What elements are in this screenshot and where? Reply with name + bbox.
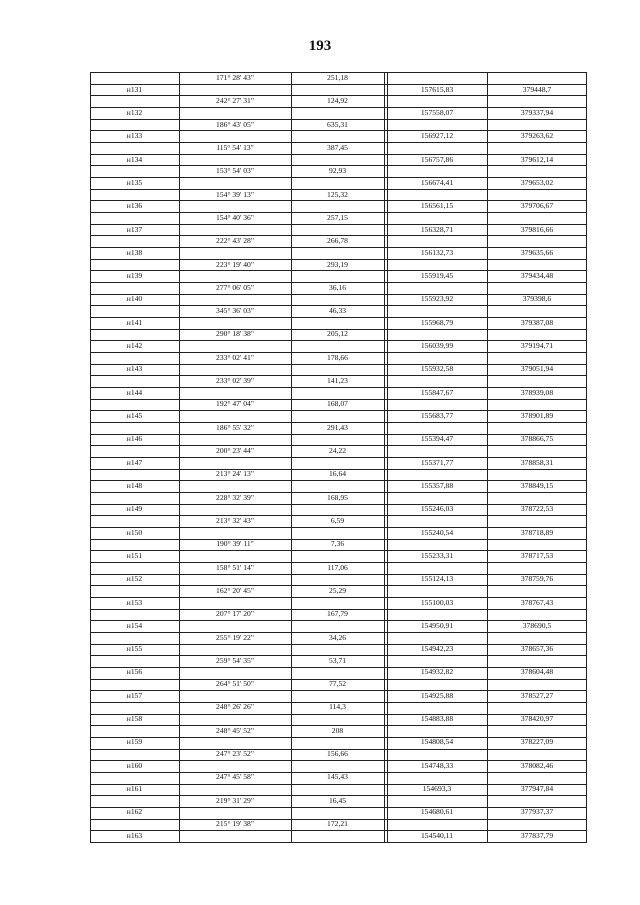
segment-length: 46,33 bbox=[328, 306, 347, 316]
direction-angle: 233° 02' 39" bbox=[216, 376, 254, 386]
point-row bbox=[90, 620, 587, 632]
point-row bbox=[90, 527, 587, 539]
coordinate-y: 379051,94 bbox=[520, 364, 554, 374]
coordinate-y: 378227,09 bbox=[520, 737, 554, 747]
segment-length: 178,66 bbox=[327, 352, 348, 362]
point-name: н154 bbox=[126, 620, 143, 630]
segment-row bbox=[90, 95, 587, 107]
point-name: н163 bbox=[126, 830, 143, 840]
coordinate-y: 379194,71 bbox=[520, 341, 554, 351]
segment-length: 117,06 bbox=[327, 562, 348, 572]
segment-row bbox=[90, 678, 587, 690]
segment-row bbox=[90, 515, 587, 527]
segment-length: 24,22 bbox=[328, 446, 347, 455]
coordinate-x: 154693,3 bbox=[422, 784, 452, 794]
segment-length: 141,23 bbox=[327, 376, 348, 386]
point-name: н139 bbox=[126, 271, 143, 281]
segment-length: 291,43 bbox=[327, 422, 348, 432]
point-row bbox=[90, 130, 587, 142]
coordinate-x: 155932,58 bbox=[420, 364, 454, 374]
segment-length: 257,15 bbox=[327, 212, 348, 222]
coordinate-y: 378604,48 bbox=[520, 667, 554, 677]
direction-angle: 259° 54' 35" bbox=[216, 655, 254, 665]
segment-length: 293,19 bbox=[327, 259, 348, 269]
coordinate-x: 156561,15 bbox=[420, 201, 454, 211]
coordinate-y: 378858,31 bbox=[520, 457, 554, 467]
point-name: н155 bbox=[126, 644, 143, 654]
coordinate-x: 155371,77 bbox=[420, 457, 454, 467]
segment-length: 36,16 bbox=[328, 282, 347, 292]
segment-row bbox=[90, 72, 587, 84]
segment-length: 25,29 bbox=[328, 585, 347, 595]
direction-angle: 158° 51' 14" bbox=[216, 562, 254, 572]
direction-angle: 154° 39' 13" bbox=[216, 189, 254, 199]
segment-row bbox=[90, 235, 587, 247]
segment-row bbox=[90, 328, 587, 340]
coordinate-x: 154808,54 bbox=[420, 737, 454, 747]
point-row bbox=[90, 410, 587, 422]
column-divider bbox=[487, 72, 488, 842]
direction-angle: 154° 40' 36" bbox=[216, 212, 254, 222]
segment-row bbox=[90, 632, 587, 644]
point-row bbox=[90, 363, 587, 375]
segment-length: 168,07 bbox=[327, 399, 348, 409]
coordinate-x: 154680,61 bbox=[420, 807, 454, 817]
direction-angle: 153° 54' 03" bbox=[216, 166, 254, 176]
direction-angle: 248° 45' 52" bbox=[216, 725, 254, 735]
direction-angle: 186° 55' 32" bbox=[216, 422, 254, 432]
point-row bbox=[90, 713, 587, 725]
segment-length: 77,52 bbox=[328, 679, 347, 689]
direction-angle: 215° 19' 38" bbox=[216, 819, 254, 828]
coordinate-x: 156328,71 bbox=[420, 224, 454, 234]
point-name: н142 bbox=[126, 341, 143, 351]
coordinate-x: 155923,92 bbox=[420, 294, 454, 304]
direction-angle: 186° 43' 05" bbox=[216, 119, 254, 129]
point-name: н157 bbox=[126, 690, 143, 700]
coordinate-y: 378717,53 bbox=[520, 550, 554, 560]
segment-row bbox=[90, 259, 587, 271]
column-divider bbox=[387, 72, 388, 842]
coordinate-x: 155683,77 bbox=[420, 411, 454, 421]
coordinate-x: 154540,11 bbox=[421, 830, 453, 840]
segment-length: 205,12 bbox=[327, 329, 348, 339]
segment-row bbox=[90, 398, 587, 410]
segment-length: 7,36 bbox=[330, 539, 345, 549]
coordinate-x: 156927,12 bbox=[420, 131, 454, 141]
point-name: н141 bbox=[126, 317, 143, 327]
point-name: н144 bbox=[126, 387, 143, 397]
segment-row bbox=[90, 585, 587, 597]
segment-length: 34,26 bbox=[328, 632, 347, 642]
column-divider bbox=[586, 72, 587, 842]
coordinate-x: 156039,99 bbox=[420, 341, 454, 351]
coordinate-y: 379337,94 bbox=[520, 107, 554, 117]
coordinate-x: 155847,67 bbox=[420, 387, 454, 397]
coordinate-x: 155968,79 bbox=[420, 317, 454, 327]
segment-row bbox=[90, 608, 587, 620]
coordinate-y: 378420,97 bbox=[520, 714, 554, 724]
point-row bbox=[90, 177, 587, 189]
direction-angle: 248° 26' 26" bbox=[216, 702, 254, 712]
segment-row bbox=[90, 492, 587, 504]
point-name: н152 bbox=[126, 574, 143, 584]
coordinate-x: 157558,07 bbox=[420, 107, 454, 117]
coordinate-y: 378718,89 bbox=[520, 527, 554, 537]
coordinate-y: 378767,43 bbox=[520, 597, 554, 607]
point-row bbox=[90, 247, 587, 259]
column-divider bbox=[90, 72, 91, 842]
point-name: н159 bbox=[126, 737, 143, 747]
segment-length: 168,95 bbox=[327, 492, 348, 502]
point-name: н140 bbox=[126, 294, 143, 304]
point-name: н131 bbox=[126, 84, 143, 94]
direction-angle: 264° 51' 50" bbox=[216, 679, 254, 689]
coordinate-x: 154748,33 bbox=[420, 760, 454, 770]
coordinate-y: 379263,62 bbox=[520, 131, 554, 141]
point-row bbox=[90, 760, 587, 772]
segment-length: 124,92 bbox=[327, 96, 348, 106]
direction-angle: 345° 36' 03" bbox=[216, 306, 254, 316]
coordinates-table bbox=[90, 72, 587, 842]
segment-row bbox=[90, 468, 587, 480]
point-name: н161 bbox=[126, 784, 143, 794]
segment-row bbox=[90, 422, 587, 434]
coordinate-x: 157615,83 bbox=[420, 84, 454, 94]
point-name: н133 bbox=[126, 131, 143, 141]
coordinate-x: 155919,45 bbox=[420, 271, 454, 281]
coordinate-y: 379816,66 bbox=[520, 224, 554, 234]
coordinate-x: 156757,86 bbox=[420, 154, 454, 164]
point-row bbox=[90, 317, 587, 329]
coordinate-x: 156674,41 bbox=[420, 177, 454, 187]
direction-angle: 247° 45' 58" bbox=[216, 772, 254, 782]
point-name: н149 bbox=[126, 504, 143, 514]
segment-row bbox=[90, 375, 587, 387]
coordinate-x: 155394,47 bbox=[420, 434, 454, 444]
point-name: н136 bbox=[126, 201, 143, 211]
direction-angle: 247° 23' 52" bbox=[216, 749, 254, 759]
coordinate-y: 379653,02 bbox=[520, 177, 554, 187]
segment-row bbox=[90, 725, 587, 737]
point-name: н137 bbox=[126, 224, 143, 234]
coordinate-x: 155124,13 bbox=[420, 574, 454, 584]
segment-row bbox=[90, 305, 587, 317]
direction-angle: 277° 06' 05" bbox=[216, 282, 254, 292]
direction-angle: 242° 27' 31" bbox=[216, 96, 254, 106]
point-row bbox=[90, 503, 587, 515]
direction-angle: 222° 43' 28" bbox=[216, 236, 254, 246]
coordinate-x: 154942,23 bbox=[420, 644, 454, 654]
point-row bbox=[90, 270, 587, 282]
point-row bbox=[90, 107, 587, 119]
point-row bbox=[90, 666, 587, 678]
point-row bbox=[90, 154, 587, 166]
coordinate-y: 379387,08 bbox=[520, 317, 554, 327]
point-row bbox=[90, 293, 587, 305]
segment-row bbox=[90, 445, 587, 457]
coordinate-x: 155357,88 bbox=[420, 480, 454, 490]
point-name: н148 bbox=[126, 480, 143, 490]
coordinate-y: 379612,14 bbox=[520, 154, 554, 164]
segment-row bbox=[90, 771, 587, 783]
coordinate-y: 379398,6 bbox=[522, 294, 552, 304]
segment-row bbox=[90, 748, 587, 760]
segment-length: 114,3 bbox=[329, 702, 346, 712]
segment-row bbox=[90, 538, 587, 550]
direction-angle: 233° 02' 41" bbox=[216, 352, 254, 362]
point-name: н150 bbox=[126, 527, 143, 537]
segment-row bbox=[90, 165, 587, 177]
point-name: н138 bbox=[126, 247, 143, 257]
coordinate-y: 377837,79 bbox=[520, 830, 554, 840]
point-row bbox=[90, 690, 587, 702]
direction-angle: 200° 23' 44" bbox=[216, 446, 254, 455]
table-top-border bbox=[90, 72, 587, 73]
segment-row bbox=[90, 119, 587, 131]
point-name: н162 bbox=[126, 807, 143, 817]
page-number: 193 bbox=[308, 38, 332, 54]
segment-row bbox=[90, 795, 587, 807]
coordinate-y: 379635,66 bbox=[520, 247, 554, 257]
coordinate-y: 378866,75 bbox=[520, 434, 554, 444]
segment-row bbox=[90, 142, 587, 154]
direction-angle: 213° 32' 43" bbox=[216, 515, 254, 525]
segment-length: 251,18 bbox=[327, 73, 348, 82]
point-row bbox=[90, 783, 587, 795]
coordinate-x: 156132,73 bbox=[420, 247, 454, 257]
coordinate-x: 155240,54 bbox=[420, 527, 454, 537]
segment-row bbox=[90, 655, 587, 667]
direction-angle: 192° 47' 04" bbox=[216, 399, 254, 409]
point-name: н156 bbox=[126, 667, 143, 677]
direction-angle: 115° 54' 13" bbox=[216, 142, 254, 152]
segment-length: 387,45 bbox=[327, 142, 348, 152]
segment-row bbox=[90, 212, 587, 224]
point-row bbox=[90, 573, 587, 585]
segment-length: 156,66 bbox=[327, 749, 348, 759]
coordinate-y: 378939,08 bbox=[520, 387, 554, 397]
segment-length: 6,59 bbox=[330, 515, 345, 525]
point-name: н160 bbox=[126, 760, 143, 770]
point-name: н146 bbox=[126, 434, 143, 444]
coordinate-x: 155233,31 bbox=[420, 550, 454, 560]
coordinate-y: 377937,37 bbox=[520, 807, 554, 817]
segment-length: 635,31 bbox=[327, 119, 348, 129]
coordinate-x: 154925,88 bbox=[420, 690, 454, 700]
segment-row bbox=[90, 189, 587, 201]
direction-angle: 290° 18' 38" bbox=[216, 329, 254, 339]
segment-length: 266,78 bbox=[327, 236, 348, 246]
coordinate-x: 155246,03 bbox=[420, 504, 454, 514]
segment-length: 92,93 bbox=[328, 166, 347, 176]
point-row bbox=[90, 387, 587, 399]
point-name: н132 bbox=[126, 107, 143, 117]
point-row bbox=[90, 643, 587, 655]
point-row bbox=[90, 84, 587, 96]
point-name: н134 bbox=[126, 154, 143, 164]
segment-length: 16,45 bbox=[328, 795, 347, 805]
coordinate-y: 379434,48 bbox=[520, 271, 554, 281]
coordinate-y: 379448,7 bbox=[522, 84, 552, 94]
point-name: н143 bbox=[126, 364, 143, 374]
segment-length: 208 bbox=[331, 725, 344, 735]
column-divider bbox=[179, 72, 180, 842]
direction-angle: 207° 17' 20" bbox=[216, 609, 254, 619]
coordinate-x: 154932,82 bbox=[420, 667, 454, 677]
coordinate-y: 378657,36 bbox=[520, 644, 554, 654]
point-name: н135 bbox=[126, 177, 143, 187]
segment-row bbox=[90, 562, 587, 574]
direction-angle: 255° 19' 22" bbox=[216, 632, 254, 642]
point-name: н153 bbox=[126, 597, 143, 607]
coordinate-y: 378527,27 bbox=[520, 690, 554, 700]
coordinate-x: 154883,88 bbox=[420, 714, 454, 724]
direction-angle: 219° 31' 29" bbox=[216, 795, 254, 805]
segment-length: 16,64 bbox=[328, 469, 347, 479]
direction-angle: 228° 32' 39" bbox=[216, 492, 254, 502]
point-row bbox=[90, 433, 587, 445]
coordinate-y: 378722,53 bbox=[520, 504, 554, 514]
coordinate-x: 155100,03 bbox=[420, 597, 454, 607]
point-row bbox=[90, 200, 587, 212]
segment-row bbox=[90, 352, 587, 364]
coordinate-x: 154950,91 bbox=[420, 620, 454, 630]
point-name: н158 bbox=[126, 714, 143, 724]
coordinate-y: 379706,67 bbox=[520, 201, 554, 211]
coordinate-y: 377947,84 bbox=[520, 784, 554, 794]
point-name: н145 bbox=[126, 411, 143, 421]
point-row bbox=[90, 736, 587, 748]
segment-length: 53,71 bbox=[328, 655, 347, 665]
point-name: н151 bbox=[126, 550, 143, 560]
segment-length: 145,43 bbox=[327, 772, 348, 782]
direction-angle: 171° 28' 43" bbox=[216, 73, 254, 82]
coordinate-y: 378849,15 bbox=[520, 480, 554, 490]
direction-angle: 190° 39' 11" bbox=[216, 539, 254, 549]
point-row bbox=[90, 830, 587, 842]
segment-length: 172,21 bbox=[327, 819, 348, 828]
point-row bbox=[90, 224, 587, 236]
direction-angle: 223° 19' 40" bbox=[216, 259, 254, 269]
column-divider bbox=[384, 72, 385, 842]
direction-angle: 213° 24' 13" bbox=[216, 469, 254, 479]
segment-length: 125,32 bbox=[327, 189, 348, 199]
coordinate-y: 378759,76 bbox=[520, 574, 554, 584]
point-row bbox=[90, 806, 587, 818]
direction-angle: 162° 20' 45" bbox=[216, 585, 254, 595]
segment-row bbox=[90, 818, 587, 830]
segment-row bbox=[90, 282, 587, 294]
segment-row bbox=[90, 701, 587, 713]
point-row bbox=[90, 457, 587, 469]
coordinate-y: 378082,46 bbox=[520, 760, 554, 770]
coordinate-y: 378901,89 bbox=[520, 411, 554, 421]
coordinate-y: 378690,5 bbox=[522, 620, 552, 630]
table-bottom-border bbox=[90, 842, 587, 843]
point-row bbox=[90, 597, 587, 609]
segment-length: 167,79 bbox=[327, 609, 348, 619]
point-row bbox=[90, 480, 587, 492]
column-divider bbox=[291, 72, 292, 842]
point-row bbox=[90, 340, 587, 352]
point-row bbox=[90, 550, 587, 562]
point-name: н147 bbox=[126, 457, 143, 467]
